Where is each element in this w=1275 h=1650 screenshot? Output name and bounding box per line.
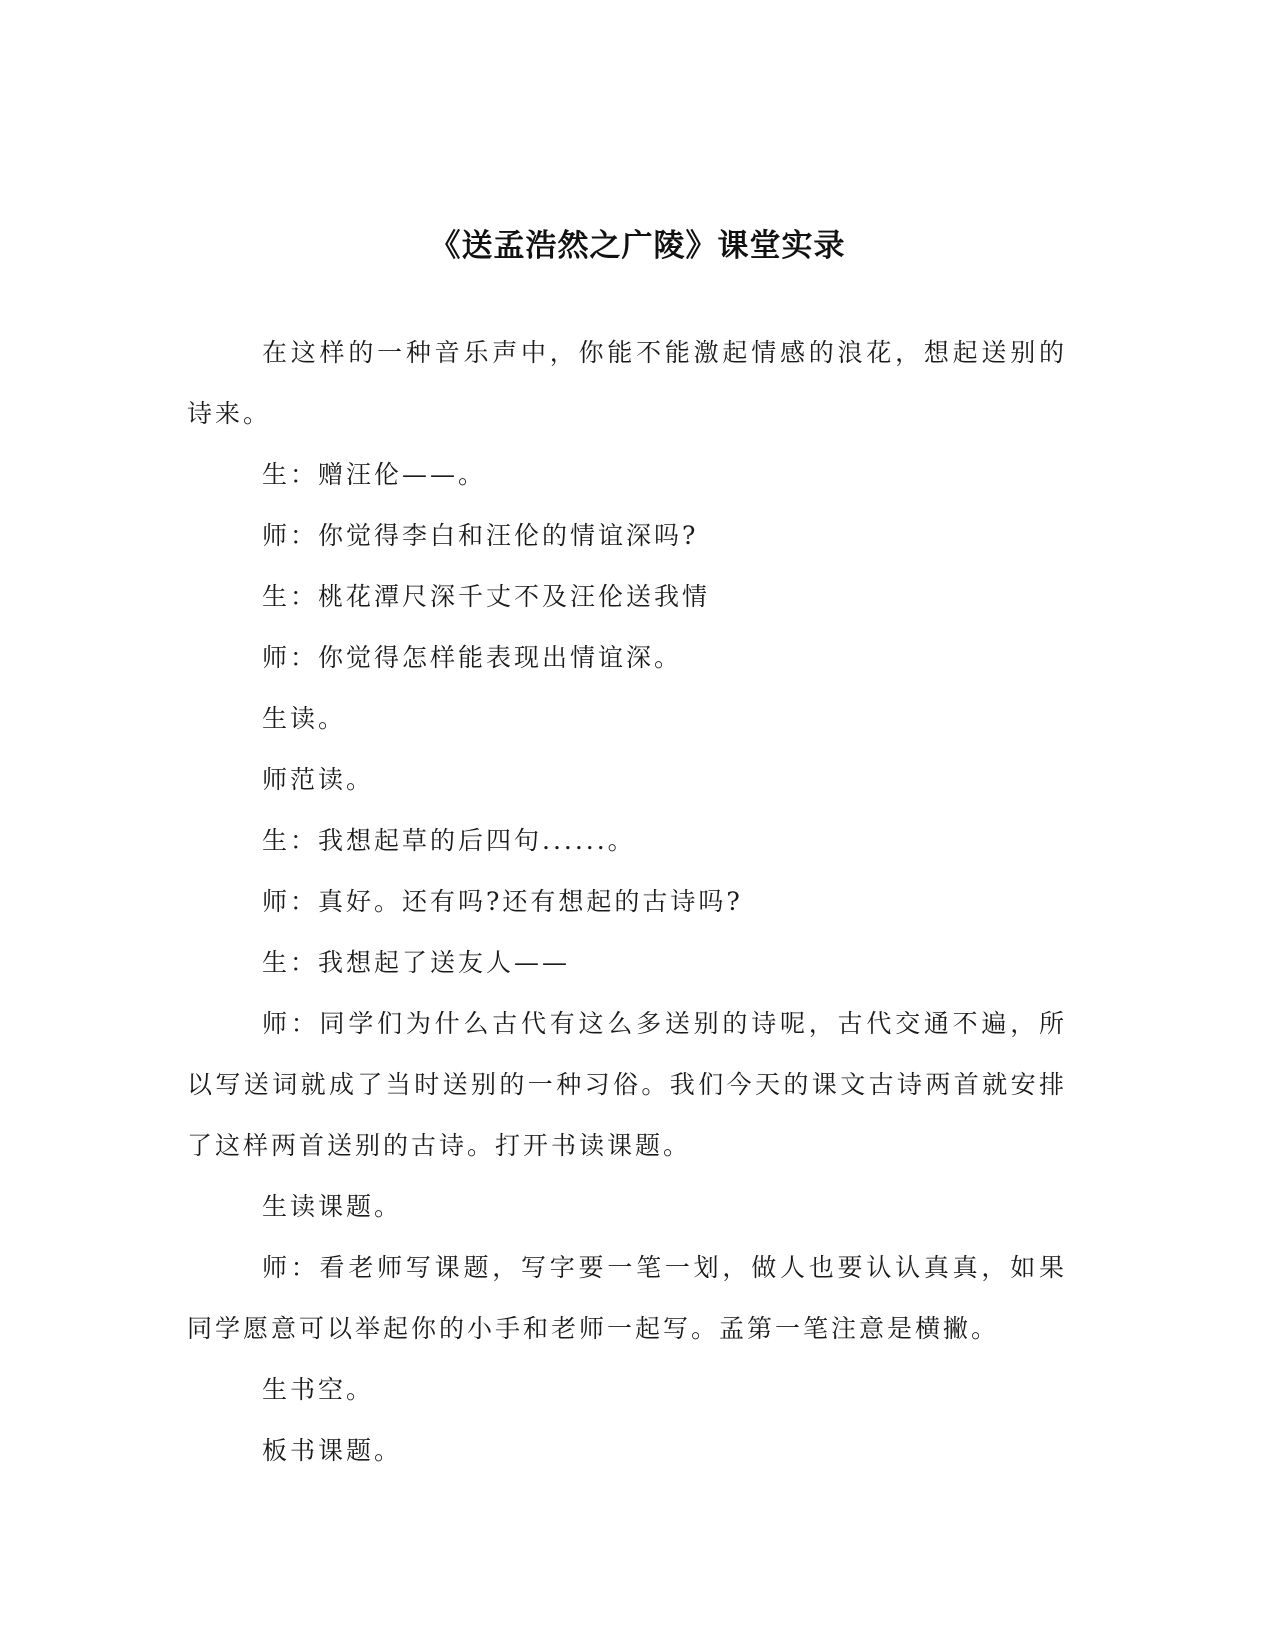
paragraph: 师：真好。还有吗?还有想起的古诗吗? (262, 887, 743, 916)
document-title: 《送孟浩然之广陵》课堂实录 (429, 227, 846, 264)
paragraph: 师：你觉得李白和汪伦的情谊深吗? (262, 521, 699, 550)
paragraph: 生读课题。 (262, 1192, 403, 1221)
paragraph: 生读。 (262, 704, 347, 733)
paragraph: 生：桃花潭尺深千丈不及汪伦送我情 (262, 582, 711, 611)
paragraph: 师范读。 (262, 765, 375, 794)
paragraph: 师：看老师写课题，写字要一笔一划，做人也要认认真真，如果同学愿意可以举起你的小手和老师一起写。孟第一笔注意是横撇。 (187, 1253, 1067, 1343)
document-body (187, 322, 1067, 1481)
paragraph: 生：赠汪伦——。 (262, 460, 487, 489)
paragraph: 板书课题。 (262, 1436, 403, 1465)
paragraph: 生书空。 (262, 1375, 375, 1404)
paragraph: 生：我想起草的后四句......。 (262, 826, 636, 855)
paragraph: 师：同学们为什么古代有这么多送别的诗呢，古代交通不遍，所以写送词就成了当时送别的一种习俗。我们今天的课文古诗两首就安排了这样两首送别的古诗。打开书读课题。 (187, 1009, 1067, 1160)
paragraph: 在这样的一种音乐声中，你能不能激起情感的浪花，想起送别的诗来。 (187, 338, 1067, 428)
paragraph: 师：你觉得怎样能表现出情谊深。 (262, 643, 683, 672)
paragraph: 生：我想起了送友人—— (262, 948, 571, 977)
